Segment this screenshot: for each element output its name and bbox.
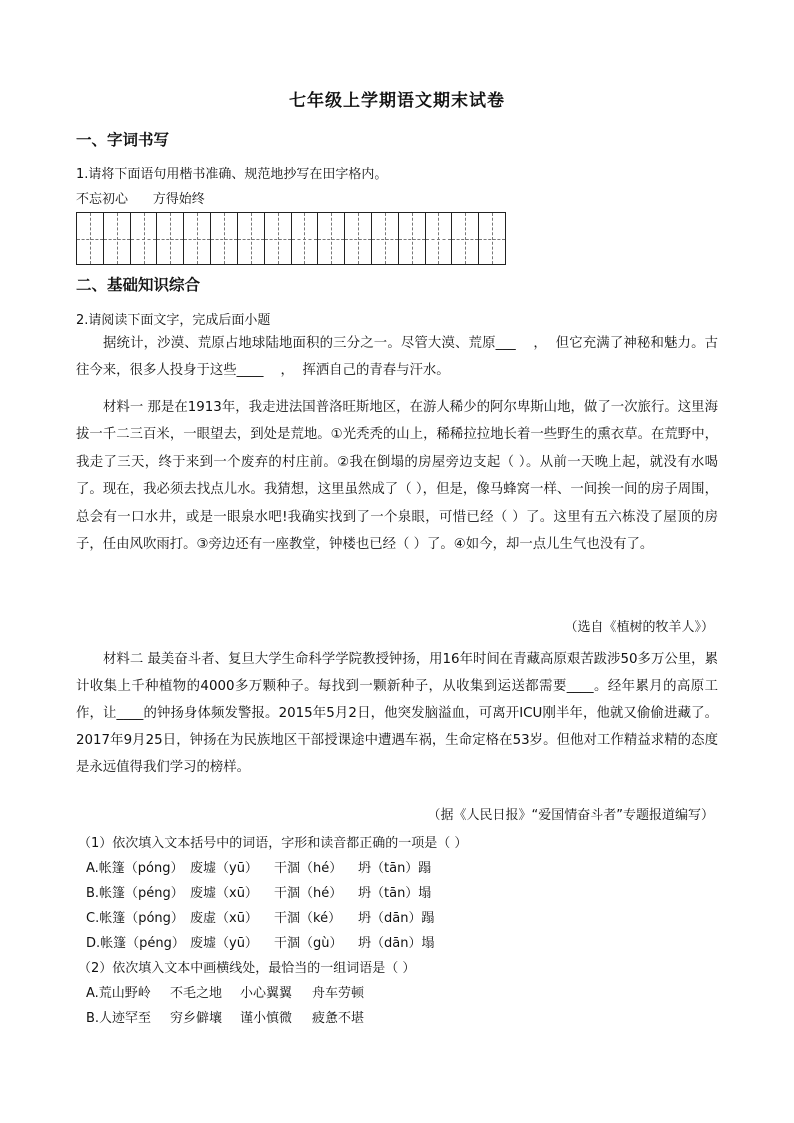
sub2-question: （2）依次填入文本中画横线处，最恰当的一组词语是（ ） (78, 961, 416, 976)
sub1-option-c[interactable] (86, 907, 434, 926)
grid-cell[interactable] (238, 213, 265, 264)
option-part: B.帐篷（péng） (86, 886, 184, 901)
material1-source: （选自《植树的牧羊人》） (564, 620, 714, 635)
material1-paragraph: 材料一 那是在1913年，我走进法国普洛旺斯地区，在游人稀少的阿尔卑斯山地，做了一次旅行。这里海拔一千二三百米，一眼望去，到处是荒地。①光秃秃的山上，稀稀拉拉地长着一些野生的熏衣草。在荒野中，我走了三天，终于来到一个废弃的村庄前。②我在倒塌的房屋旁边支起（ ）。从前一天晚上起，就没有水喝了。现在，我必须去找点儿水。我猜想，这里虽然成了（ ），但是，像马蜂窝一样、一间挨一间的房子周围，总会有一口水井，或是一眼泉水吧!我确实找到了一个泉眼，可惜已经（ ）了。这里有五六栋没了屋顶的房子，任由风吹雨打。③旁边还有一座教堂，钟楼也已经（ ）了。④如今，却一点儿生气也没有了。 (76, 400, 718, 553)
option-part: 坍（tān）塌 (358, 886, 432, 901)
grid-cell[interactable] (318, 213, 345, 264)
grid-cell[interactable] (211, 213, 238, 264)
option-part: A.帐篷（póng） (86, 861, 184, 876)
option-part: 废墟（yū） (190, 861, 258, 876)
option-part: 坍（dān）蹋 (358, 911, 435, 926)
option-part: C.帐篷（póng） (86, 911, 184, 926)
q1-prompt: 1.请将下面语句用楷书准确、规范地抄写在田字格内。 (76, 167, 388, 182)
option-part: 废墟（yū） (190, 936, 258, 951)
option-part: 废虚（xū） (190, 911, 258, 926)
grid-cell[interactable] (399, 213, 426, 264)
grid-cell[interactable] (77, 213, 104, 264)
sub1-option-b[interactable] (86, 882, 431, 901)
option-part: 坍（dān）塌 (358, 936, 435, 951)
option-part: 废墟（xū） (190, 886, 258, 901)
option-part: 穷乡僻壤 (170, 1011, 223, 1026)
sub1-option-d[interactable] (86, 932, 434, 951)
option-part: D.帐篷（péng） (86, 936, 185, 951)
sub2-option-a[interactable] (86, 982, 364, 1001)
section1-heading: 一、字词书写 (76, 131, 170, 149)
grid-cell[interactable] (292, 213, 319, 264)
grid-cell[interactable] (104, 213, 131, 264)
option-part: 干涸（ké） (274, 911, 342, 926)
option-part: 干涸（hé） (274, 861, 343, 876)
grid-cell[interactable] (157, 213, 184, 264)
option-part: B.人迹罕至 (86, 1011, 152, 1026)
option-part: 疲惫不堪 (312, 1011, 365, 1026)
option-part: 不毛之地 (170, 986, 223, 1001)
grid-cell[interactable] (372, 213, 399, 264)
q1-words: 不忘初心 方得始终 (76, 192, 205, 207)
option-part: 小心翼翼 (240, 986, 293, 1001)
grid-cell[interactable] (345, 213, 372, 264)
q2-prompt: 2.请阅读下面文字，完成后面小题 (76, 313, 271, 328)
section2-heading: 二、基础知识综合 (76, 276, 201, 294)
option-part: 干涸（gù） (274, 936, 343, 951)
grid-cell[interactable] (184, 213, 211, 264)
option-part: A.荒山野岭 (86, 986, 151, 1001)
option-part: 干涸（hé） (274, 886, 343, 901)
grid-cell[interactable] (479, 213, 505, 264)
grid-cell[interactable] (131, 213, 158, 264)
sub2-option-b[interactable] (86, 1007, 364, 1026)
grid-cell[interactable] (265, 213, 292, 264)
grid-cell[interactable] (426, 213, 453, 264)
sub1-option-a[interactable] (86, 857, 431, 876)
tianzige-grid[interactable] (76, 212, 506, 265)
material2-source: （据《人民日报》“爱国情奋斗者”专题报道编写） (427, 808, 714, 823)
grid-cell[interactable] (452, 213, 479, 264)
option-part: 舟车劳顿 (312, 986, 365, 1001)
option-part: 坍（tān）蹋 (358, 861, 432, 876)
sub1-question: （1）依次填入文本括号中的词语，字形和读音都正确的一项是（ ） (78, 836, 468, 851)
material2-paragraph: 材料二 最美奋斗者、复旦大学生命科学学院教授钟扬，用16年时间在青藏高原艰苦跋涉50多万公里，累计收集上千种植物的4000多万颗种子。每找到一颗新种子，从收集到运送都需要____。经年累月的高原工作，让____的钟扬身体频发警报。2015年5月2日，他突发脑溢血，可离开ICU刚半年，他就又偷偷进藏了。2017年9月25日，钟扬在为民族地区干部授课途中遭遇车祸，生命定格在53岁。但他对工作精益求精的态度是永远值得我们学习的榜样。 (76, 652, 718, 775)
intro-paragraph: 据统计，沙漠、荒原占地球陆地面积的三分之一。尽管大漠、荒原___ ， 但它充满了神秘和魅力。古往今来，很多人投身于这些____ ， 挥洒自己的青春与汗水。 (76, 336, 718, 379)
exam-title: 七年级上学期语文期末试卷 (289, 91, 505, 111)
option-part: 谨小慎微 (240, 1011, 293, 1026)
